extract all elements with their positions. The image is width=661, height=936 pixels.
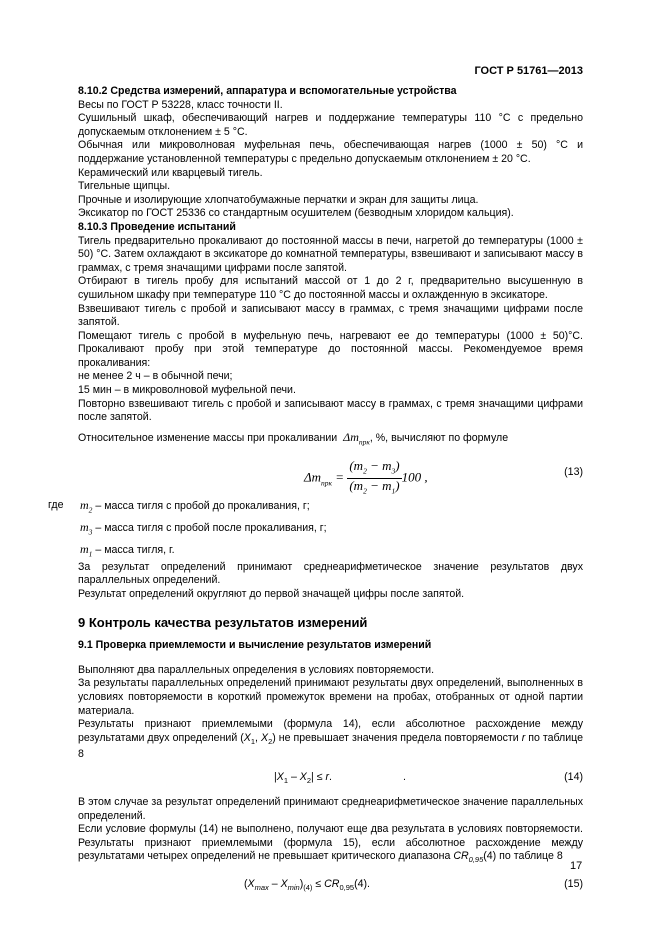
formula-13 [78, 453, 583, 496]
formula-15-expression: $(X_{max} - X_{min})_{(4)} \le CR_{0,95}(4)$. [244, 878, 370, 893]
paragraph: Если условие формулы (14) не выполнено, получают еще два результата в условиях повторяемости. Результаты признают приемлемыми (формула 15), если абсолютное расхождение между результатами четырех определений не превышает критического диапазона $CR_{0,95}(4)$ по таблице 8 [78, 823, 583, 865]
paragraph: Результат определений округляют до первой значащей цифры после запятой. [78, 588, 465, 601]
section-8-10-2-title: 8.10.2 Средства измерений, аппаратура и вспомогательные устройства [78, 85, 457, 97]
formula-13-expression: $\Delta m_{прк}$ = $\frac{(m_2 - m_3)}{(m_2 - m_1)}$ 100 , [304, 457, 428, 496]
paragraph: Сушильный шкаф, обеспечивающий нагрев и поддержание температуры 110 °С с предельно допускаемым отклонением ± 5 °С. [78, 112, 583, 138]
variable-definition: $m_3$ – масса тигля с пробой после прокаливания, г; [80, 519, 327, 537]
paragraph: В этом случае за результат определений принимают среднеарифметическое значение параллельных определений. [78, 796, 583, 822]
section-9-1-title: 9.1 Проверка приемлемости и вычисление результатов измерений [78, 639, 432, 652]
paragraph: За результаты параллельных определений принимают результаты двух определений, выполненных в условиях повторяемости в короткий промежуток времени на пробах, отобранных от одной партии материала. [78, 677, 583, 717]
paragraph: Эксикатор по ГОСТ 25336 со стандартным осушителем (безводным хлоридом кальция). [78, 207, 514, 220]
paragraph-text: по таблице 8 [499, 850, 563, 863]
paragraph: Тигельные щипцы. [78, 180, 171, 193]
formula-14-expression: $|X_1 - X_2| \le r$. [274, 771, 332, 786]
paragraph: Прочные и изолирующие хлопчатобумажные перчатки и экран для защиты лица. [78, 193, 479, 206]
section-8-10-3-title: 8.10.3 Проведение испытаний [78, 220, 236, 233]
formula-number: (14) [564, 771, 583, 784]
paragraph: Выполняют два параллельных определения в условиях повторяемости. [78, 663, 435, 676]
page-content [48, 85, 583, 897]
paragraph: Отбирают в тигель пробу для испытаний массой от 1 до 2 г, предварительно высушенную в сушильном шкафу при температуре 110 °С до постоянной массы и охлажденную в эксикаторе. [78, 275, 583, 301]
paragraph: Повторно взвешивают тигель с пробой и записывают массу в граммах, с тремя значащими цифрами после запятой. [78, 397, 583, 424]
paragraph-text: по таблице 8 [78, 731, 583, 761]
formula-number: (13) [564, 465, 583, 478]
paragraph: За результат определений принимают среднеарифметическое значение результатов двух параллельных определений. [78, 560, 583, 587]
document-header: ГОСТ Р 51761—2013 [474, 65, 583, 77]
delta-m-symbol: $\Delta m_{прк}$ [340, 429, 370, 447]
where-label: где [48, 498, 64, 511]
variable-description: – масса тигля с пробой до прокаливания, г; [95, 499, 310, 512]
formula-14 [78, 766, 583, 790]
variable-definition: $m_1$ – масса тигля, г. [80, 541, 175, 559]
paragraph-text: Если условие формулы (14) не выполнено, получают еще два результата в условиях повторяемости. Результаты признают приемлемыми (формула 15), если абсолютное расхождение между результатами четырех определений не превышает критического диапазона [78, 823, 583, 863]
paragraph: Помещают тигель с пробой в муфельную печь, нагревают ее до температуры (1000 ± 50)°С. Прокаливают пробу при этой температуре до постоянной массы. Рекомендуемое время прокаливания: [78, 329, 583, 369]
formula-number: (15) [564, 878, 583, 891]
paragraph: Взвешивают тигель с пробой и записывают массу в граммах, с тремя значащими цифрами после запятой. [78, 302, 583, 329]
variable-description: – масса тигля, г. [95, 543, 175, 556]
list-item: 15 мин – в микроволновой муфельной печи. [78, 384, 296, 397]
section-9-title: 9 Контроль качества результатов измерений [78, 614, 368, 630]
paragraph: Весы по ГОСТ Р 53228, класс точности II. [78, 98, 283, 111]
paragraph: Обычная или микроволновая муфельная печь, обеспечивающая нагрев (1000 ± 50) °С и поддержание установленной температуры с предельно допускаемым отклонением ± 20 °С. [78, 139, 583, 165]
paragraph: Тигель предварительно прокаливают до постоянной массы в печи, нагретой до температуры (1000 ± 50) °С. Затем охлаждают в эксикаторе до комнатной температуры, взвешивают и записывают массу в граммах, с тремя значащими цифрами после запятой. [78, 234, 583, 274]
paragraph-text: , %, вычисляют по формуле [369, 431, 509, 444]
paragraph: Результаты признают приемлемыми (формула 14), если абсолютное расхождение между результатами двух определений ($X_1$, $X_2$) не превышает значения предела повторяемости r по таблице 8 [78, 718, 583, 761]
paragraph-text: ) не превышает значения предела повторяемости [272, 731, 519, 744]
paragraph-text: Относительное изменение массы при прокаливании [78, 431, 338, 444]
list-item: не менее 2 ч – в обычной печи; [78, 370, 233, 383]
paragraph [78, 431, 583, 449]
page-number: 17 [570, 860, 583, 872]
variable-definition: где $m_2$ – масса тигля с пробой до прокаливания, г; [48, 497, 310, 515]
variable-description: – масса тигля с пробой после прокаливания, г; [95, 521, 327, 534]
formula-15 [78, 873, 583, 897]
paragraph: Керамический или кварцевый тигель. [78, 166, 263, 179]
formula-dot: . [403, 771, 406, 784]
paragraph-text: Результаты признают приемлемыми (формула 14), если абсолютное расхождение между результатами двух определений ( [78, 718, 583, 744]
